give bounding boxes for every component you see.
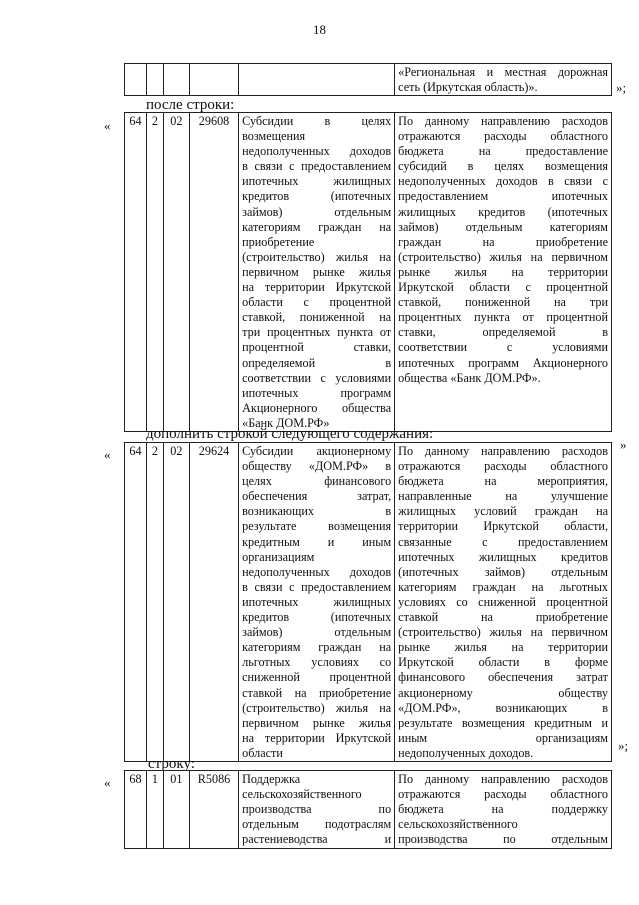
row3-name-line: растениеводства и bbox=[242, 832, 392, 847]
row1-name-line: первичном рынке жилья bbox=[242, 264, 392, 279]
row1-description-line: займов) отдельным категориям bbox=[398, 219, 608, 234]
row2-description-line: ипотечных жилищных кредитов bbox=[398, 549, 608, 564]
row1-name bbox=[239, 113, 395, 432]
row2-description-line: Иркутской области в форме bbox=[398, 655, 608, 670]
row2-col-1: 64 bbox=[125, 443, 147, 762]
row1-close-quote: » bbox=[620, 437, 627, 452]
row1-name-line: ипотечных жилищных bbox=[242, 174, 392, 189]
row2-name-line: недополученных доходов bbox=[242, 564, 392, 579]
top-row-description-line: сеть (Иркутская область)». bbox=[398, 80, 538, 95]
row1-name-line: ставкой, пониженной на bbox=[242, 310, 392, 325]
row2-col-3: 02 bbox=[163, 443, 189, 762]
row2-name-line: льготных условиях со bbox=[242, 655, 392, 670]
row2-name-line: обществу «ДОМ.РФ» в bbox=[242, 459, 392, 474]
row2-description-line: По данному направлению расходов bbox=[398, 444, 608, 458]
row1-col-4: 29608 bbox=[189, 113, 238, 432]
row2-description-line: ставкой на приобретение bbox=[398, 610, 608, 625]
top-row-table bbox=[124, 63, 612, 96]
row2-name-line: на территории Иркутской bbox=[242, 730, 392, 745]
row2-name-line: категориям граждан на bbox=[242, 640, 392, 655]
row2-table bbox=[124, 442, 612, 762]
row1-description-line: (строительство) жилья на первичном bbox=[398, 249, 608, 264]
after-row-label: после строки: bbox=[146, 97, 235, 113]
row1-description-line: Иркутской области с процентной bbox=[398, 280, 608, 295]
row1-name-line: на территории Иркутской bbox=[242, 280, 392, 295]
row1-name-line: приобретение bbox=[242, 234, 315, 249]
row1-description-line: субсидий в целях возмещения bbox=[398, 159, 608, 174]
row2-open-quote: « bbox=[104, 447, 111, 462]
row1-description-line: рынке жилья на территории bbox=[398, 264, 608, 279]
row2-name-line: займов) отдельным bbox=[242, 625, 392, 640]
row2-description-line: направленные на улучшение bbox=[398, 489, 608, 504]
row1-name-line: определяемой в bbox=[242, 355, 392, 370]
row3-col-2: 1 bbox=[146, 771, 163, 849]
row2-col-4: 29624 bbox=[189, 443, 238, 762]
row3-name-line: производства по bbox=[242, 802, 392, 817]
row2-description-line: рынке жилья на территории bbox=[398, 640, 608, 655]
row1-description-line: ставкой, пониженной на три bbox=[398, 295, 608, 310]
top-row-description-line: «Региональная и местная дорожная bbox=[398, 65, 608, 79]
row2-description bbox=[395, 443, 612, 762]
add-row-label: дополнить строкой следующего содержания: bbox=[146, 426, 434, 442]
row1-open-quote: « bbox=[104, 118, 111, 133]
row1-description-line: граждан на приобретение bbox=[398, 234, 608, 249]
row2-description-line: результате возмещения кредитным и bbox=[398, 715, 608, 730]
row2-description-line: условиях со сниженной процентной bbox=[398, 594, 608, 609]
row3-description-line: производства по отдельным bbox=[398, 832, 608, 847]
row2-name-line: результате возмещения bbox=[242, 519, 392, 534]
top-row-description bbox=[395, 64, 612, 96]
row1-col-3: 02 bbox=[163, 113, 189, 432]
top-row-end-mark: »; bbox=[616, 80, 627, 95]
row1-description-line: По данному направлению расходов bbox=[398, 114, 608, 128]
row2-name-line: ипотечных жилищных bbox=[242, 594, 392, 609]
row2-name-line: первичном рынке жилья bbox=[242, 715, 392, 730]
row2-description-line: категориям граждан на льготных bbox=[398, 579, 608, 594]
row2-description-line: финансового обеспечения затрат bbox=[398, 670, 608, 685]
row2-name-line: целях финансового bbox=[242, 474, 392, 489]
row2-description-line: территории Иркутской области, bbox=[398, 519, 608, 534]
row2-name-line: в связи с предоставлением bbox=[242, 579, 392, 594]
row2-description-line: (ипотечных займов) отдельным bbox=[398, 564, 608, 579]
row2-name-line: (строительство) жилья на bbox=[242, 700, 392, 715]
row2-name-line: кредитным и иным bbox=[242, 534, 392, 549]
row3-name bbox=[239, 771, 395, 849]
row1-name-line: Акционерного общества bbox=[242, 400, 392, 415]
row2-description-line: иным организациям bbox=[398, 730, 608, 745]
row3-col-1: 68 bbox=[125, 771, 147, 849]
row2-name-line: Субсидии акционерному bbox=[242, 444, 392, 458]
row2-end-mark: »; bbox=[618, 738, 629, 753]
row1-description-line: ставки, определяемой в bbox=[398, 325, 608, 340]
row2-description-line: отражаются расходы областного bbox=[398, 459, 608, 474]
row2-name-line: организациям bbox=[242, 549, 315, 564]
row2-description-line: связанные с предоставлением bbox=[398, 534, 608, 549]
line-row-label: строку: bbox=[148, 756, 195, 772]
row3-table bbox=[124, 770, 612, 849]
row1-name-line: возмещения bbox=[242, 129, 306, 144]
row2-name-line: кредитов (ипотечных bbox=[242, 610, 392, 625]
row1-description-line: соответствии с условиями bbox=[398, 340, 608, 355]
row2-col-2: 2 bbox=[146, 443, 163, 762]
row2-name-line: ставкой на приобретение bbox=[242, 685, 392, 700]
row2-name-line: обеспечения затрат, bbox=[242, 489, 392, 504]
row1-description-line: общества «Банк ДОМ.РФ». bbox=[398, 370, 541, 385]
row2-name-line: области bbox=[242, 745, 283, 760]
row1-name-line: кредитов (ипотечных bbox=[242, 189, 392, 204]
row1-description-line: отражаются расходы областного bbox=[398, 129, 608, 144]
row2-name bbox=[239, 443, 395, 762]
row3-description-line: По данному направлению расходов bbox=[398, 772, 608, 786]
row1-description-line: процентных пункта от процентной bbox=[398, 310, 608, 325]
row1-name-line: процентной ставки, bbox=[242, 340, 392, 355]
row1-name-line: (строительство) жилья на bbox=[242, 249, 392, 264]
row3-description-line: отражаются расходы областного bbox=[398, 787, 608, 802]
row1-name-line: недополученных доходов bbox=[242, 144, 392, 159]
page-number: 18 bbox=[313, 22, 326, 37]
row2-name-line: возникающих в bbox=[242, 504, 392, 519]
row1-col-2: 2 bbox=[146, 113, 163, 432]
row1-description-line: ипотечных программ Акционерного bbox=[398, 355, 608, 370]
row1-description-line: недополученных доходов в связи с bbox=[398, 174, 608, 189]
row1-name-line: Субсидии в целях bbox=[242, 114, 392, 128]
row3-col-4: R5086 bbox=[189, 771, 238, 849]
row1-description bbox=[395, 113, 612, 432]
row3-open-quote: « bbox=[104, 775, 111, 790]
row1-name-line: области с процентной bbox=[242, 295, 392, 310]
row1-name-line: в связи с предоставлением bbox=[242, 159, 392, 174]
row1-name-line: займов) отдельным bbox=[242, 204, 392, 219]
row2-description-line: (строительство) жилья на первичном bbox=[398, 625, 608, 640]
row1-name-line: категориям граждан на bbox=[242, 219, 392, 234]
row2-description-line: акционерному обществу bbox=[398, 685, 608, 700]
row2-description-line: жилищных условий граждан на bbox=[398, 504, 608, 519]
row1-description-line: жилищных кредитов (ипотечных bbox=[398, 204, 608, 219]
row3-description-line: бюджета на поддержку bbox=[398, 802, 608, 817]
row1-name-line: ипотечных программ bbox=[242, 385, 392, 400]
row1-table bbox=[124, 112, 612, 432]
row3-description bbox=[395, 771, 612, 849]
row3-description-line: сельскохозяйственного bbox=[398, 817, 518, 832]
row1-name-line: «Банк ДОМ.РФ» bbox=[242, 415, 330, 430]
row3-col-3: 01 bbox=[163, 771, 189, 849]
row2-description-line: недополученных доходов. bbox=[398, 745, 534, 760]
row3-name-line: Поддержка bbox=[242, 772, 301, 786]
row1-name-line: соответствии с условиями bbox=[242, 370, 392, 385]
row2-description-line: «ДОМ.РФ», возникающих в bbox=[398, 700, 608, 715]
row1-col-1: 64 bbox=[125, 113, 147, 432]
row2-name-line: сниженной процентной bbox=[242, 670, 392, 685]
row1-name-line: три процентных пункта от bbox=[242, 325, 392, 340]
row3-name-line: сельскохозяйственного bbox=[242, 787, 362, 802]
row2-description-line: бюджета на мероприятия, bbox=[398, 474, 608, 489]
row3-name-line: отдельным подотраслям bbox=[242, 817, 392, 832]
row1-description-line: предоставлением ипотечных bbox=[398, 189, 608, 204]
row1-description-line: бюджета на предоставление bbox=[398, 144, 608, 159]
